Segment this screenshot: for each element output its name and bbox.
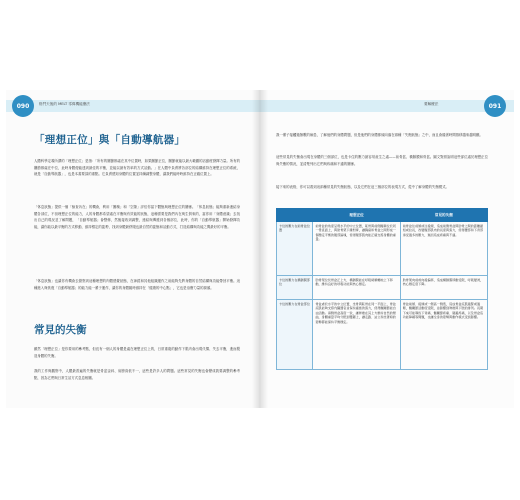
paragraph: 這些常見的失衡會出現在身體的三個部位，也是卡住的壓力最容易產生之處——前骨盆、橫膈膜和骨盆。圖文對照說明這些部位處於理想正位與失衡的情況，並清楚列出它們與疼痛和不適的關係。 [276,155,488,166]
section-subheading: 常見的失衡 [34,324,87,336]
book-spread [6,90,514,408]
section-heading: 「理想正位」與「自動導航器」 [34,134,186,146]
table-row [277,222,488,276]
imbalance-cell: 肋骨架向前或向後偏移，造成橫膈膜移動受限，呼吸變淺，核心穩定度下降。 [400,276,487,300]
table-header-cell: 理想正位 [313,209,400,222]
table-header-cell: 常見的失衡 [400,209,487,222]
table-row [277,276,488,300]
row-label: 卡住的壓力在骨盆部位 [277,300,313,370]
book-gutter [252,90,268,408]
paragraph: 我的工作與觀察中，人體最普遍的失衡就是骨盆歪斜、肩膀高低不一，這些是許多人的問題。這些常見的失衡也會變成我要調整的參考點，因為它們與日常生活方式息息相關。 [34,369,240,380]
header-band [260,100,514,112]
paragraph: 「休息狀態」提供一個「檢查內在」的機會，利用「團塊」和「空隙」評估你當下體態與理想正位的關係。「休息狀態」能夠重新連結身體各部位，不但理想正位的能力，人的身體都希望處在平衡與有效能的狀態，這種需要是我們內在與生俱來的，當你用「身體意識」去找出自己的現況並了解問題，「自動導航器」會整修，然後接收到調整，連結與傳遞到各個部位，此時，你的「自動導航器」開始發揮功能，讓你能以最平衡的方式移動，維持穩定的姿勢，找到身體最舒服也最自然的姿態和活動方式，打造結構與功能之間最好的平衡。 [34,205,240,229]
ideal-cell: 骨盆處於水平的中立位置，坐骨與恥骨在同一平面上，骨盆底肌能夠支撐內臟器官並保持適當的張力，使得髖關節能自由活動。兩側骨盆高度一致，讓脊椎在其上方維持自然的彎曲，身體重量平均分配到雙腳上，讓走路、站立和坐著時的姿勢都能保持平衡穩定。 [313,300,400,370]
paragraph: 我一輩子接觸過無數的病患，了解他們的身體問題，但是他們的身體都傾向落在兩種「失衡狀態」之中，而且會隨著時間推移越來越明顯。 [276,133,483,137]
paragraph: 接下來的表格，你可以看到這兩種常見的失衡狀態，以及它們在這三個部位的表現方式，從中了解身體的失衡模式。 [276,185,449,189]
left-page [6,90,260,408]
running-title: 格鬥天後的 MELT 零偉機能療法 [39,102,90,106]
balance-table [276,208,488,370]
table-row [277,300,488,370]
row-label: 卡住的壓力在前骨盆位置 [277,222,313,276]
table-header-row [277,209,488,222]
row-label: 卡住的壓力在橫膈膜部位 [277,276,313,300]
right-page [260,90,514,408]
paragraph: 「休息狀態」也讓你有機會去覺察到這種理想的肉體感覺狀態，在神經和其他組織運作之前能夠先將身體的自然結構與功能帶回平衡。這種進入與恢復「自動導航器」的能力能一輩子運作，讓你的身體隨時維持在「健康的中心點」，它也是治療力量的源頭。 [34,279,240,290]
page-number: 091 [484,95,506,117]
imbalance-cell: 骨盆前傾、後傾或一側高一側低，造成骨盆底肌過緊或過鬆，髖關節活動度受限，並影響到脊椎與下肢的排列。長期下來可能導致下背痛、髖關節疼痛、膝蓋疼痛，以及骨盆底功能障礙等問題，也讓全身的姿勢與動作模式受到影響。 [400,300,487,370]
paragraph: 人體科學定義所謂的「理想正位」是指：「所有的關節都處在其中位置時，如果關節正位，關節就能以最大範圍的活動度發揮力量。所有的關節都處在中位，此時身體便能達到最佳的平衡，並能以最有效率的方式活動。」在人體中負責將各部位的結構維持在理想正位的系統，就是「自動導航器」，也是本書要談的重點。它負責感知身體的位置並持續調整身體，讓我們能時時維持在正確位置上。 [34,159,240,177]
imbalance-cell: 前骨盆往前傾或往後傾，造成前側骨盆與肋骨之間的距離縮短或拉長，改變腹部肌肉的長度與張力，使得腰部和下背部承受過多的壓力，進而造成疼痛與不適。 [400,222,487,276]
paragraph: 雖然「理想正位」是你要用的參考點，但沒有一個人的身體是處在理想正位上的，日常重複的動作下肌肉會出現代償、失去平衡，進而製造身體的失衡。 [34,347,240,358]
table-header-cell [277,209,313,222]
running-section: 要解療法 [424,102,439,106]
ideal-cell: 前骨盆的角度呈現水平的中立位置，恥骨與前側髂棘位於同一垂直面上，與肋骨架下緣對齊，讓胸廓和骨盆之間形成一個穩定平衡的腹部區塊，使得腹部肌肉能正確支撐身體的重量。 [313,222,400,276]
ideal-cell: 肋骨架位於骨盆正上方，橫膈膜能在呼吸時順暢地上下移動，維持良好的呼吸功能與核心穩定。 [313,276,400,300]
page-number: 090 [12,95,34,117]
